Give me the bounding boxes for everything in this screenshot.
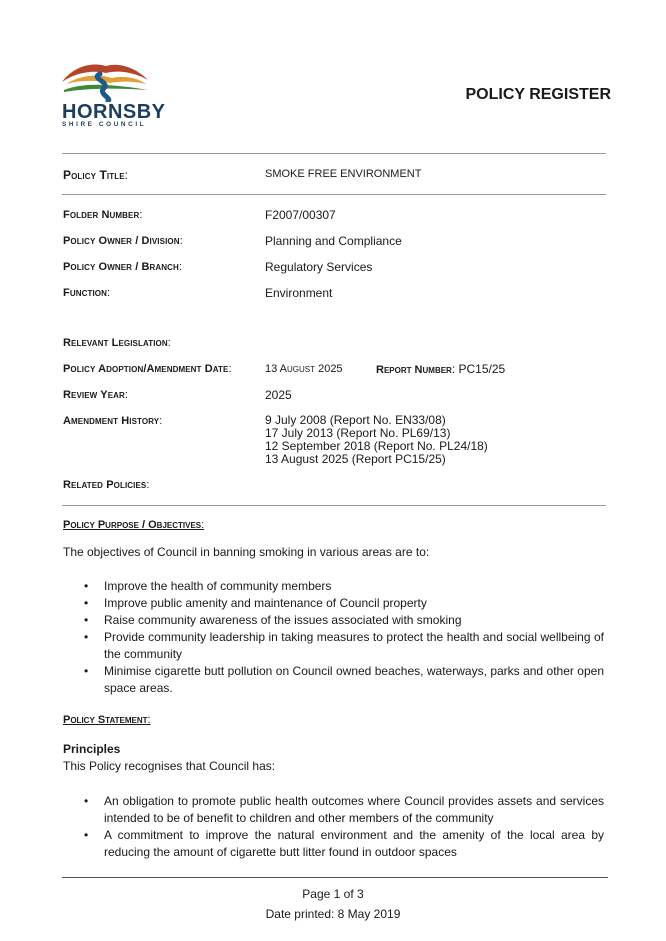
review-year-label: Review Year:	[63, 389, 129, 401]
owner-branch-label: Policy Owner / Branch:	[63, 261, 183, 273]
amendment-entry: 12 September 2018 (Report No. PL24/18)	[265, 439, 488, 453]
amendment-entry: 13 August 2025 (Report PC15/25)	[265, 452, 446, 466]
policy-title-value: SMOKE FREE ENVIRONMENT	[265, 168, 422, 180]
register-title: POLICY REGISTER	[465, 86, 611, 103]
statement-heading: Policy Statement:	[63, 714, 151, 726]
divider	[62, 505, 606, 506]
purpose-heading: Policy Purpose / Objectives:	[63, 519, 205, 531]
owner-division-label: Policy Owner / Division:	[63, 235, 183, 247]
amendment-entry: 17 July 2013 (Report No. PL69/13)	[265, 426, 451, 440]
principles-heading: Principles	[63, 742, 121, 756]
page-number: Page 1 of 3	[302, 887, 364, 901]
logo-mark-icon	[60, 60, 152, 102]
report-number: Report Number: PC15/25	[376, 362, 506, 376]
report-number-value: PC15/25	[458, 362, 506, 376]
footer-divider	[62, 877, 608, 878]
divider	[62, 194, 606, 195]
review-year-value: 2025	[265, 388, 292, 402]
list-item: • An obligation to promote public health outcomes where Council provides assets and services intended to be of benefit to children and other members of the community	[84, 794, 604, 825]
amendment-history	[265, 414, 488, 466]
policy-title-label: Policy Title:	[63, 168, 129, 182]
related-policies-label: Related Policies:	[63, 479, 150, 491]
purpose-list	[63, 578, 604, 697]
amendment-entry: 9 July 2008 (Report No. EN33/08)	[265, 413, 446, 427]
logo-wordmark: HORNSBY	[62, 101, 166, 123]
owner-division-value: Planning and Compliance	[265, 234, 402, 248]
folder-number-value: F2007/00307	[265, 208, 336, 222]
list-item: • Improve public amenity and maintenance of Council property	[84, 596, 427, 610]
hornsby-logo	[60, 60, 166, 130]
divider	[62, 153, 606, 154]
purpose-intro: The objectives of Council in banning smoking in various areas are to:	[63, 545, 430, 559]
list-item: • A commitment to improve the natural environment and the amenity of the local area by reducing the amount of cigarette butt litter found in outdoor spaces	[84, 828, 604, 859]
owner-branch-value: Regulatory Services	[265, 260, 373, 274]
statement-list	[63, 793, 604, 861]
list-item: • Raise community awareness of the issues associated with smoking	[84, 613, 462, 627]
folder-number-label: Folder Number:	[63, 209, 143, 221]
list-item: • Minimise cigarette butt pollution on Council owned beaches, waterways, parks and other open space areas.	[84, 664, 604, 695]
adoption-date-value: 13 August 2025	[265, 363, 343, 375]
statement-intro: This Policy recognises that Council has:	[63, 759, 276, 773]
amendment-history-label: Amendment History:	[63, 415, 163, 427]
adoption-date-label: Policy Adoption/Amendment Date:	[63, 363, 232, 375]
logo-subtitle: SHIRE COUNCIL	[62, 121, 147, 128]
function-value: Environment	[265, 286, 333, 300]
list-item: • Improve the health of community members	[84, 579, 332, 593]
legislation-label: Relevant Legislation:	[63, 337, 171, 349]
date-printed: Date printed: 8 May 2019	[265, 907, 401, 921]
list-item: • Provide community leadership in taking measures to protect the health and social wellbeing of the community	[84, 630, 604, 661]
function-label: Function:	[63, 287, 111, 299]
